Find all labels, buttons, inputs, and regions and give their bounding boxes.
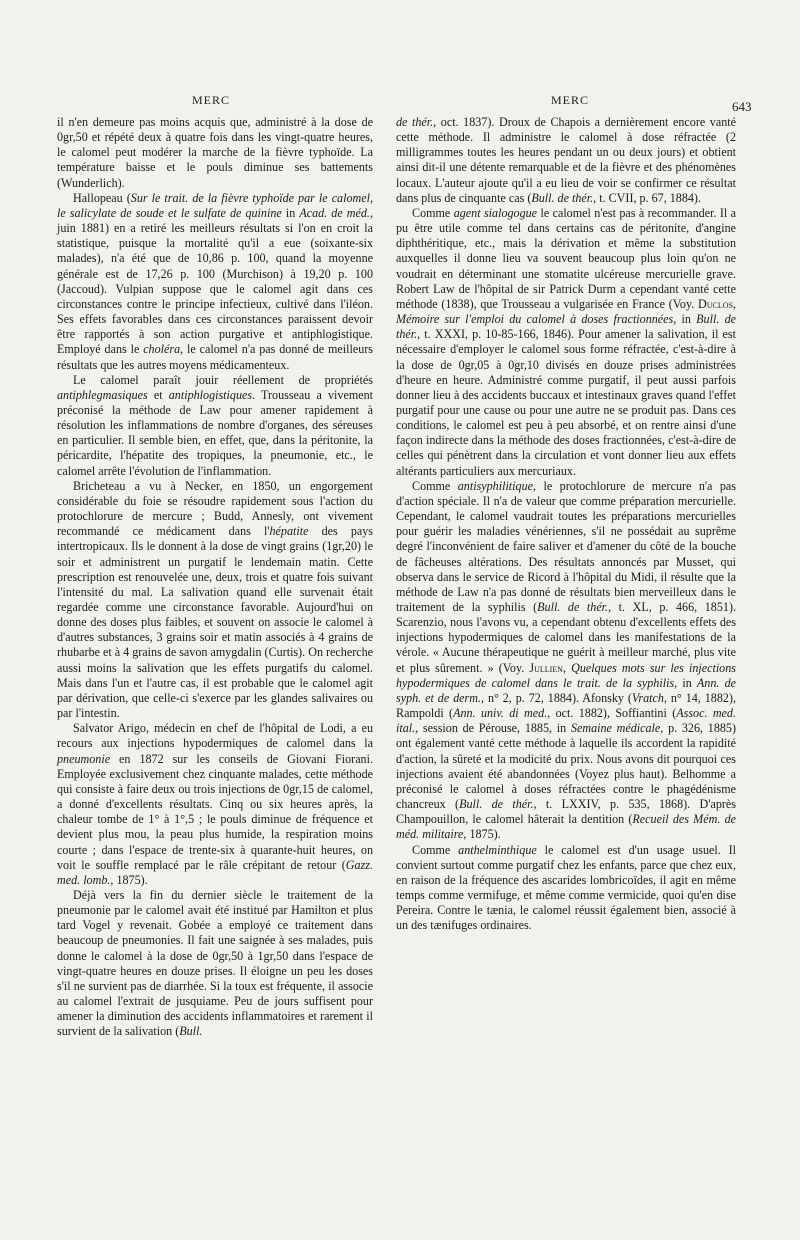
text-run: , p. 326, 1885) ont également vanté cette méthode à laquelle ils accordent la rapidité d'action, la sûreté et la modicité du prix. Nous avons dit pourquoi ces injections avaient été abandonnées (Voyez plus haut). Belhomme a préconisé le calomel à doses réfractées contre le phagédénisme chancreux (	[396, 721, 736, 812]
text-run: . Trousseau a vivement préconisé la méthode de Law pour amener rapidement à résolution les inflammations de nombre d'organes, des séreuses en particulier. Il semble bien, en effet, que, dans la péritonite, la péricardite, l'hépatite des tropiques, la pneumonie, etc., le calomel arrête l'évolution de l'inflammation.	[57, 387, 373, 478]
italic-text: antiphlegmasiques	[57, 387, 148, 402]
text-run: , t. LXXIV, p. 535, 1868). D'après Champouillon, le calomel hâterait la dentition (	[396, 797, 736, 827]
author-name: Jullien	[529, 660, 563, 675]
text-run: , le protochlorure de mercure n'a pas d'action spéciale. Il n'a de valeur que comme préparation mercurielle. Cependant, le calomel vaudrait toutes les préparations mercurielles pour guérir les maladies vénériennes, s'il ne possédait au suprême degré l'inconvénient de faire saliver et d'amener du côté de la bouche de fâcheuses altérations. Des résultats annoncés par Musset, qui observa dans le service de Ricord à l'hôpital du Midi, il résulte que la méthode de Law n'a pas donné de résultats bien merveilleux dans le traitement de la syphilis (	[396, 478, 736, 614]
paragraph	[57, 479, 373, 722]
italic-text: Vratch	[631, 690, 664, 705]
left-column	[57, 115, 373, 1040]
italic-text: pneumonie	[57, 751, 111, 766]
paragraph	[57, 888, 373, 1040]
italic-text: Mémoire sur l'emploi du calomel à doses fractionnées	[396, 312, 674, 327]
page-number: 643	[732, 99, 752, 114]
text-run: , t. XXXI, p. 10-85-166, 1846). Pour amener la salivation, il est nécessaire d'employer le calomel sous forme réfractée, c'est-à-dire à la dose de 0gr,05 à 0gr,10 divisés en douze prises administrées d'heure en heure. Administré comme purgatif, il peut aussi parfois donner lieu à des accidents buccaux et intestinaux graves quand l'effet purgatif pour une cause ou pour une autre ne se produit pas. Dans ces conditions, le calomel est peu à peu absorbé, et on rentre ainsi d'une façon indirecte dans la méthode des doses fractionnées, c'est-à-dire de celles qui pénètrent dans la circulation et vont donner lieu aux effets altérants particuliers aux mercuriaux.	[396, 327, 736, 478]
text-run: , juin 1881) en a retiré les meilleurs résultats si l'on en croit la statistique, puisque la mortalité qu'il a eue (soixante-six malades), n'a été que de 10,86 p. 100, quand la moyenne générale est de 17,26 p. 100 (Murchison) à 19,20 p. 100 (Jaccoud). Vulpian suppose que le calomel agit dans ces circonstances contre le principe infectieux, cultivé dans l'iléon. Ses effets favorables dans ces circonstances paraissent devoir être rapportés à son action purgative et antiphlogistique. Employé dans le	[57, 205, 373, 357]
italic-text: Recueil des Mém. de méd. militaire	[396, 812, 736, 842]
text-run: Déjà vers la fin du dernier siècle le traitement de la pneumonie par le calomel avait été institué par Hamilton et plus tard Vogel y revenait. Gobée a employé ce traitement dans beaucoup de pneumonies. Il fait une saignée à ses malades, puis donne le calomel à la dose de 0gr,50 à 1gr,50 dans l'espace de vingt-quatre heures en douze prises. Il éloigne un peu les doses s'il ne survient pas de diarrhée. Si la toux est fréquente, il associe au calomel l'extrait de jusquiame. Peu de jours suffisent pour amener la diminution des accidents inflammatoires et rarement il survient de la salivation (	[57, 887, 373, 1039]
italic-text: hépatite	[269, 524, 309, 539]
paragraph	[57, 373, 373, 479]
text-run: , n° 2, p. 72, 1884). Afonsky (	[481, 690, 632, 705]
author-name: Duclos	[698, 296, 733, 311]
text-run: , in	[673, 312, 697, 327]
text-run: , n° 14, 1882), Rampoldi (	[396, 690, 736, 721]
text-run: in	[281, 205, 300, 220]
italic-text: Assoc. med. ital.	[396, 706, 736, 736]
italic-text: antiphlogistiques	[168, 387, 253, 402]
italic-text: Bull. de thér.	[531, 190, 594, 205]
text-run: , le calomel n'a pas donné de meilleurs résultats que les autres moyens médicamenteux.	[57, 342, 373, 372]
text-run: Bricheteau a vu à Necker, en 1850, un engorgement considérable du foie se résoudre rapidement sous l'action du protochlorure de mercure ; Budd, Annesly, ont vivement recommandé ce médicament dans l'	[57, 478, 373, 539]
text-run: , oct. 1882), Soffiantini (	[547, 706, 677, 721]
paragraph	[396, 843, 736, 934]
text-run: en 1872 sur les conseils de Giovani Fiorani. Employée exclusivement chez cinquante malades, cette méthode qui consiste à faire deux ou trois injections de 0gr,15 de calomel, a donné d'excellents résultats. Cinq ou six heures après, la chaleur tombe de 1° à 1°,5 ; le pouls diminue de fréquence et devient plus mou, la peau plus humide, la respiration moins courte ; dans l'espace de trente-six à quarante-huit heures, on voit le souffle remplacé par le râle crépitant de retour (	[57, 751, 373, 872]
left-running-head: MERC	[192, 93, 231, 107]
text-run: ,	[732, 296, 736, 311]
text-run: le calomel n'est pas à recommander. Il a pu être utile comme tel dans certains cas de péritonite, d'angine diphthéritique, etc., mais la dérivation et même la substitution auxquelles il donne lieu va souvent beaucoup plus loin qu'on ne voudrait en déterminant une stomatite ulcéreuse mercurielle grave. Robert Law de l'hôpital de sir Patrick Durm a cependant vanté cette méthode (1838), que Trousseau a vulgarisée en France (Voy.	[396, 205, 737, 311]
paragraph	[57, 721, 373, 888]
paragraph	[57, 115, 373, 191]
paragraph	[57, 191, 373, 373]
text-run: Hallopeau (	[73, 190, 131, 205]
italic-text: Bull. de thér.	[396, 312, 736, 342]
italic-text: Ann. univ. di med.	[453, 706, 548, 721]
italic-text: Bull. de thér.	[459, 797, 534, 812]
italic-text: agent sialogogue	[453, 205, 538, 220]
italic-text: antisyphilitique	[457, 478, 533, 493]
italic-text: Sur le trait. de la fièvre typhoïde par le calomel, le salicylate de soude et le sulfate de quinine	[57, 190, 373, 220]
text-run: le calomel est d'un usage usuel. Il convient surtout comme purgatif chez les enfants, parce que chez eux, en raison de la fréquence des ascarides lombricoïdes, il agit en même temps comme vermifuge, et même comme vermicide, quoi qu'en dise Pereira. Contre le tænia, le calomel réussit également bien, associé à un des tænifuges ordinaires.	[396, 842, 736, 933]
text-run: ,	[562, 660, 572, 675]
text-run: Comme	[412, 842, 459, 857]
text-run: des pays intertropicaux. Ils le donnent à la dose de vingt grains (1gr,20) le soir et administrent un purgatif le lendemain matin. Cette prescription est renouvelée une, deux, trois et quatre fois suivant l'intensité du mal. La salivation quand elle survenait était regardée comme une circonstance favorable. Aujourd'hui on donne des doses plus faibles, et souvent on associe le calomel à d'autres substances, 3 grains soir et matin associés à 4 grains de rhubarbe et à 4 grains de savon amygdalin (Curtis). On recherche aussi moins la salivation que les effets purgatifs du calomel. Mais dans l'un et l'autre cas, il est probable que le calomel agit par dérivation, que celle-ci s'exerce par les glandes salivaires ou par l'intestin.	[57, 524, 374, 721]
paragraph	[396, 479, 736, 843]
text-run: , session de Pérouse, 1885, in	[415, 721, 571, 736]
italic-text: Ann. de syph. et de derm.	[396, 675, 736, 705]
text-run: , 1875).	[463, 827, 501, 842]
text-run: , oct. 1837). Droux de Chapois a dernièrement encore vanté cette méthode. Il administre le calomel à dose réfractée (2 milligrammes toutes les heures pendant un ou deux jours) et obtient ainsi dit-il une détente remarquable et de la fièvre et des phénomènes locaux. L'auteur ajoute qu'il a eu lieu de voir se confirmer ce résultat dans plus de cinquante cas (	[396, 115, 736, 205]
text-run: Comme	[412, 205, 454, 220]
text-run: , t. XL, p. 466, 1851). Scarenzio, nous l'avons vu, a cependant obtenu d'excellents effets des injections hypodermiques de calomel dans les manifestations de la vérole. « Aucune thérapeutique ne guérit à meilleur marché, plus vite et plus sûrement. » (Voy.	[396, 600, 736, 675]
italic-text: Quelques mots sur les injections hypodermiques de calomel dans le trait. de la syphilis	[396, 660, 736, 690]
paragraph	[396, 206, 736, 479]
text-run: , in	[674, 675, 697, 690]
text-run: , t. CVII, p. 67, 1884).	[593, 190, 701, 205]
italic-text: Semaine médicale	[570, 721, 661, 736]
text-run: Comme	[412, 478, 458, 493]
right-column	[396, 115, 736, 933]
paragraph	[396, 115, 736, 206]
italic-text: Gazz. med. lomb.	[57, 857, 373, 887]
italic-text: de thér.	[396, 115, 434, 129]
right-running-head: MERC	[551, 93, 590, 107]
italic-text: Acad. de méd.	[299, 205, 370, 220]
italic-text: Bull. de thér.	[537, 600, 609, 614]
text-run: , 1875).	[110, 872, 148, 887]
text-run: il n'en demeure pas moins acquis que, administré à la dose de 0gr,50 et répété deux à quatre fois dans les vingt-quatre heures, le calomel peut modérer la marche de la fièvre typhoïde. La température baisse et le pouls diminue ses battements (Wunderlich).	[57, 115, 373, 190]
text-run: Salvator Arigo, médecin en chef de l'hôpital de Lodi, a eu recours aux injections hypodermiques de calomel dans la	[57, 721, 373, 751]
italic-text: Bull.	[179, 1024, 203, 1039]
text-run: et	[147, 387, 169, 402]
italic-text: choléra	[143, 342, 181, 357]
italic-text: anthelminthique	[458, 842, 537, 857]
text-run: Le calomel paraît jouir réellement de propriétés	[73, 372, 373, 387]
